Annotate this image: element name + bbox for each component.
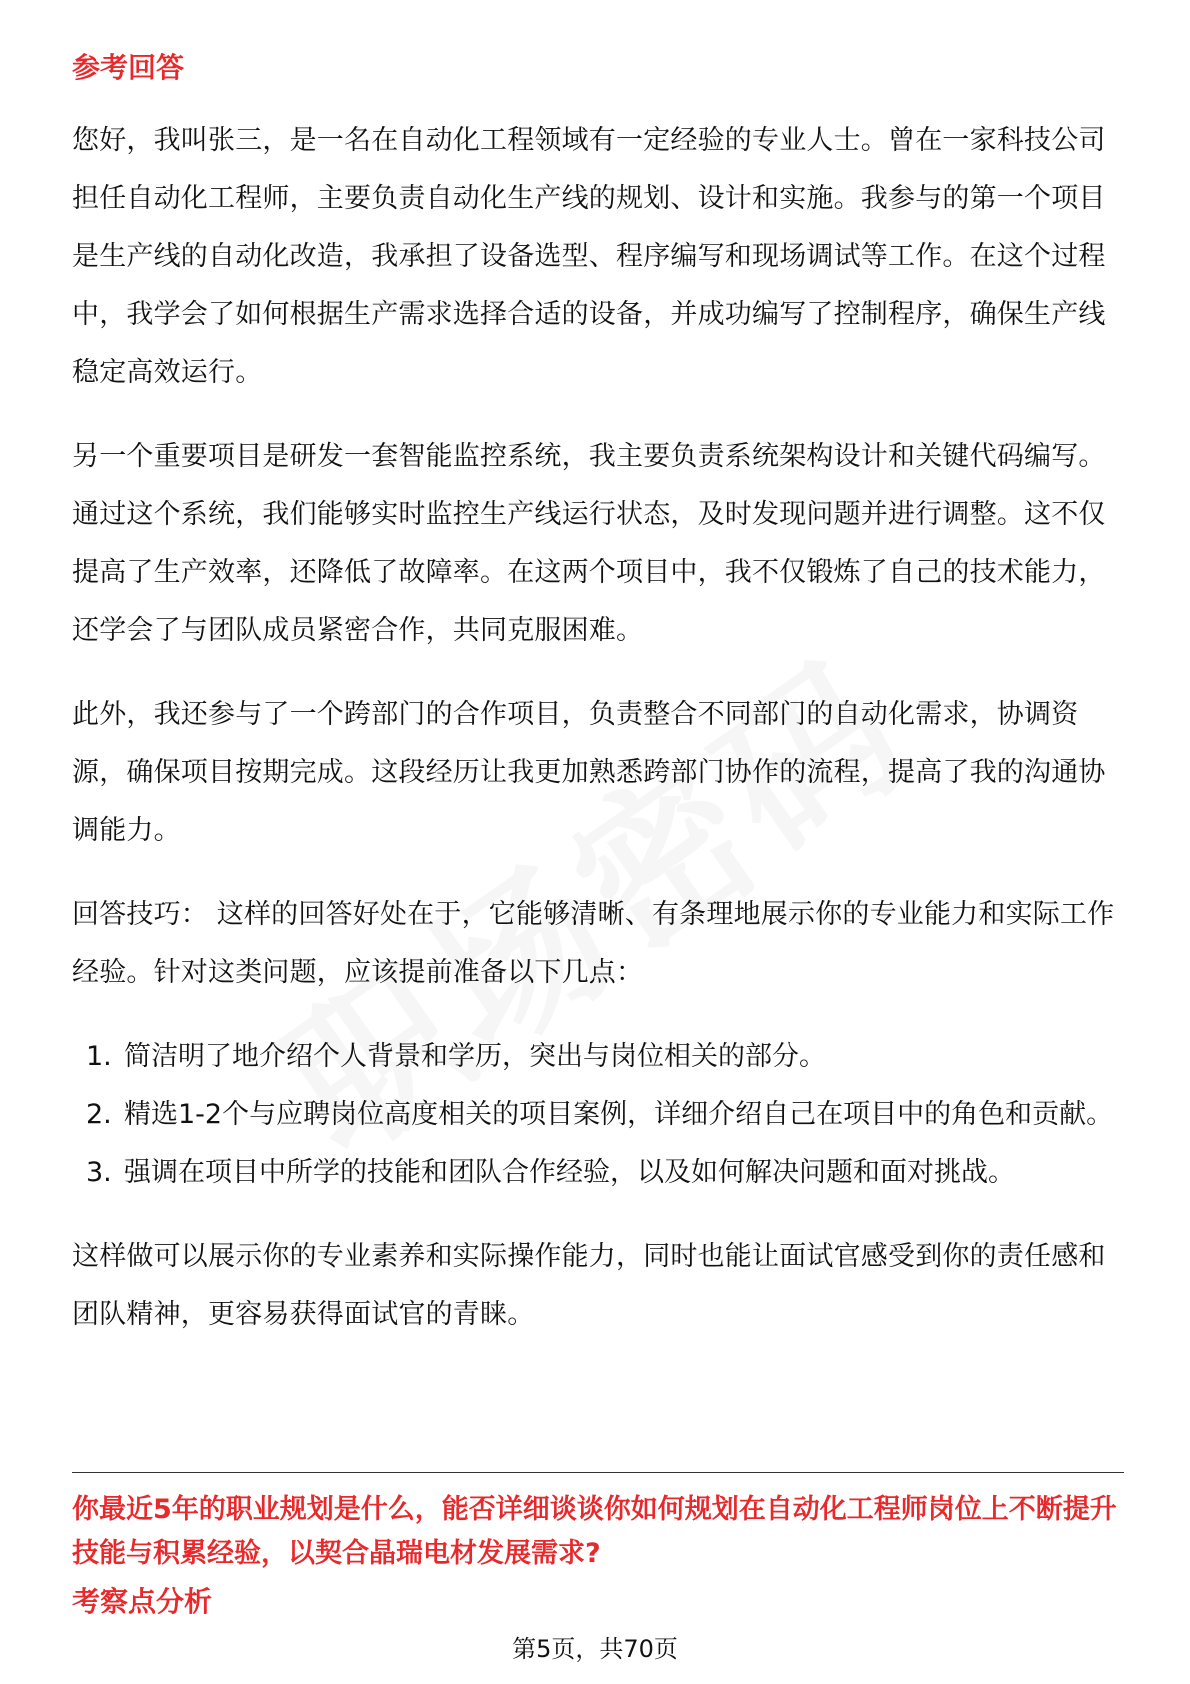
list-item xyxy=(72,1086,1124,1144)
list-item-text: 精选1-2个与应聘岗位高度相关的项目案例，详细介绍自己在项目中的角色和贡献。 xyxy=(124,1099,1114,1130)
answer-paragraph-3: 此外，我还参与了一个跨部门的合作项目，负责整合不同部门的自动化需求，协调资源，确保项目按期完成。这段经历让我更加熟悉跨部门协作的流程，提高了我的沟通协调能力。 xyxy=(72,699,1106,846)
answer-paragraph-2: 另一个重要项目是研发一套智能监控系统，我主要负责系统架构设计和关键代码编写。通过这个系统，我们能够实时监控生产线运行状态，及时发现问题并进行调整。这不仅提高了生产效率，还降低了故障率。在这两个项目中，我不仅锻炼了自己的技术能力，还学会了与团队成员紧密合作，共同克服困难。 xyxy=(72,441,1106,646)
analysis-heading: 考察点分析 xyxy=(72,1585,213,1618)
next-question: 你最近5年的职业规划是什么，能否详细谈谈你如何规划在自动化工程师岗位上不断提升技能与积累经验，以契合晶瑞电材发展需求? xyxy=(72,1494,1117,1569)
section-divider xyxy=(72,1472,1124,1473)
list-item-number: 1. xyxy=(86,1041,112,1072)
list-item-number: 3. xyxy=(86,1157,112,1188)
list-item xyxy=(72,1028,1124,1086)
reference-answer-heading: 参考回答 xyxy=(72,51,185,84)
list-item-text: 强调在项目中所学的技能和团队合作经验，以及如何解决问题和面对挑战。 xyxy=(124,1157,1015,1188)
conclusion-paragraph: 这样做可以展示你的专业素养和实际操作能力，同时也能让面试官感受到你的责任感和团队精神，更容易获得面试官的青睐。 xyxy=(72,1241,1106,1330)
answer-paragraph-1: 您好，我叫张三，是一名在自动化工程领域有一定经验的专业人士。曾在一家科技公司担任自动化工程师，主要负责自动化生产线的规划、设计和实施。我参与的第一个项目是生产线的自动化改造，我承担了设备选型、程序编写和现场调试等工作。在这个过程中，我学会了如何根据生产需求选择合适的设备，并成功编写了控制程序，确保生产线稳定高效运行。 xyxy=(72,125,1106,388)
list-item-text: 简洁明了地介绍个人背景和学历，突出与岗位相关的部分。 xyxy=(124,1041,826,1072)
list-item xyxy=(72,1144,1124,1202)
tips-list xyxy=(72,1028,1124,1202)
tips-intro: 回答技巧： 这样的回答好处在于，它能够清晰、有条理地展示你的专业能力和实际工作经验。针对这类问题，应该提前准备以下几点： xyxy=(72,899,1115,988)
list-item-number: 2. xyxy=(86,1099,112,1130)
answer-section xyxy=(72,48,1124,1344)
page-number: 第5页，共70页 xyxy=(512,1635,678,1663)
